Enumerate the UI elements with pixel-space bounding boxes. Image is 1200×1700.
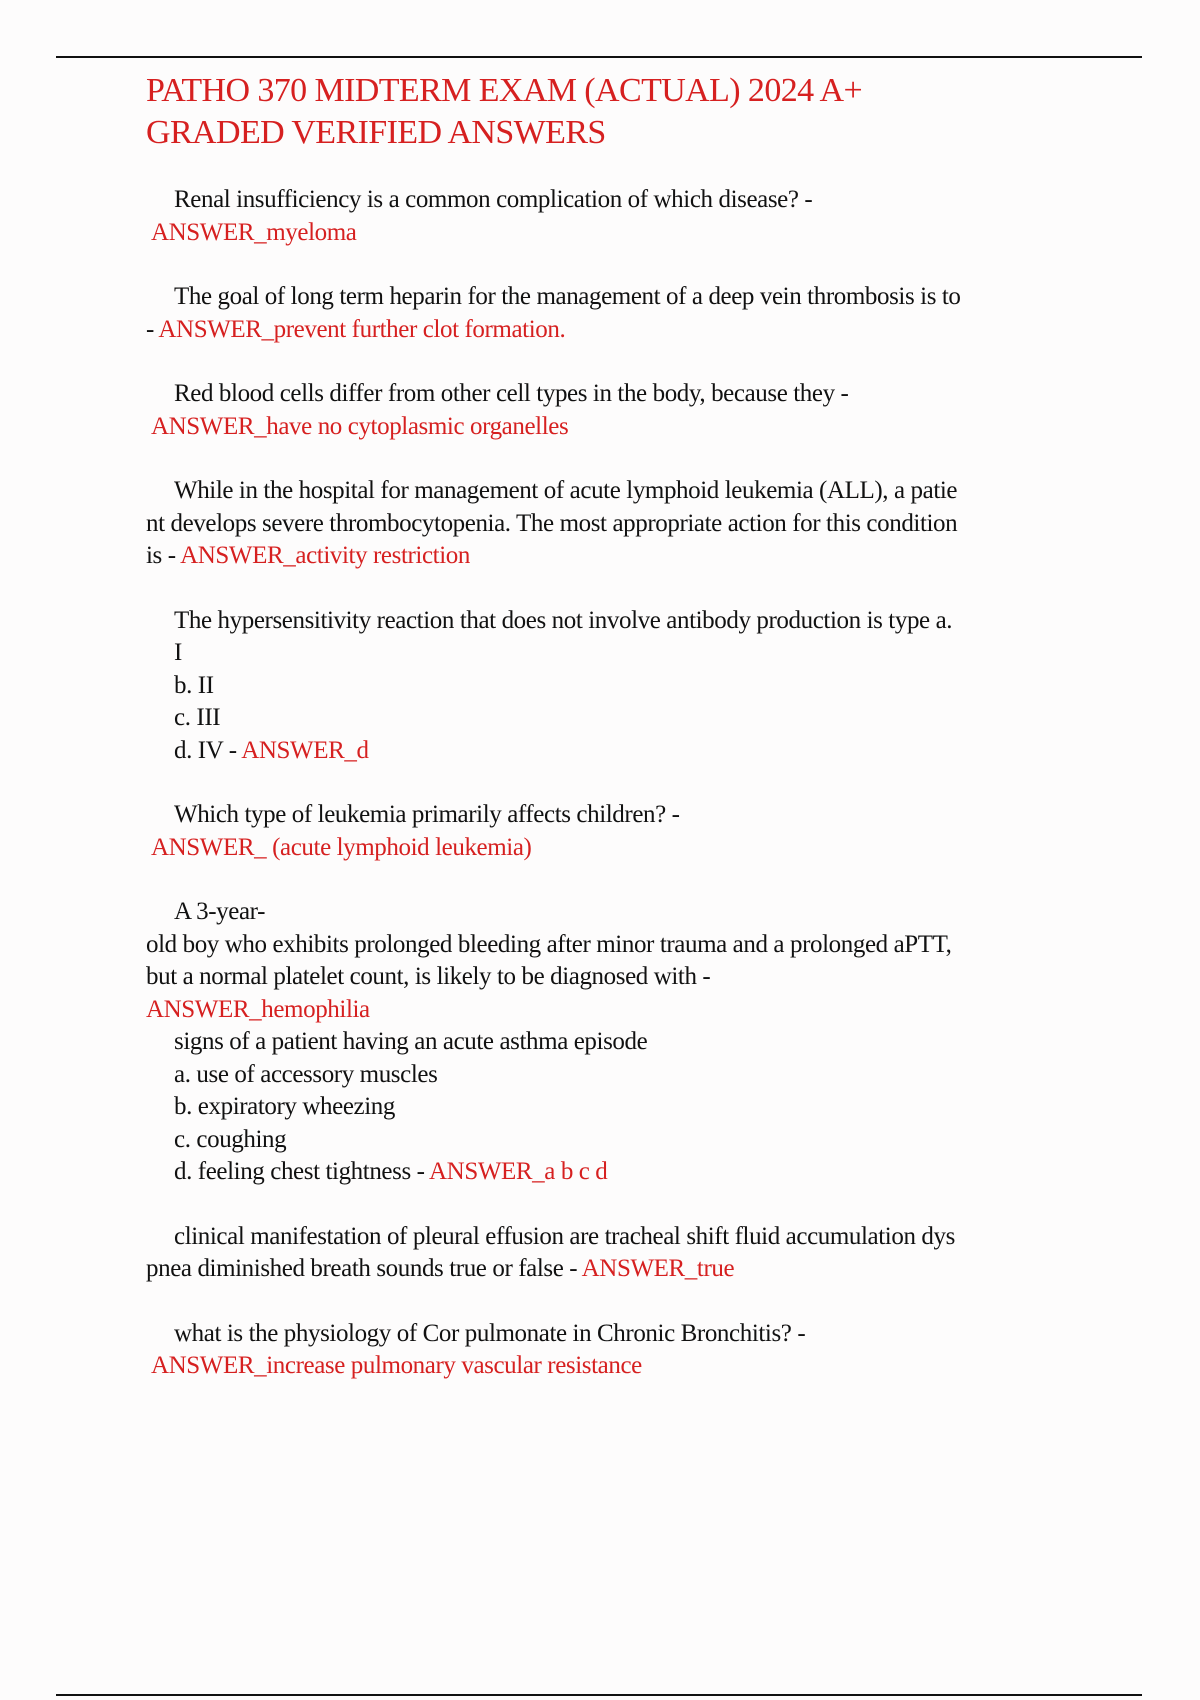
qa-item-1	[146, 184, 1086, 249]
option-b: b. II	[174, 671, 214, 699]
qa-item-10	[146, 1318, 1086, 1383]
question-text: what is the physiology of Cor pulmonate in Chronic Bronchitis? -	[174, 1319, 806, 1347]
bottom-rule	[56, 1694, 1142, 1696]
question-text-cont-2: but a normal platelet count, is likely to be diagnosed with -	[146, 963, 711, 990]
answer-text: ANSWER_ (acute lymphoid leukemia)	[151, 833, 532, 861]
qa-item-8	[146, 1026, 1086, 1189]
option-b: b. expiratory wheezing	[174, 1093, 395, 1120]
answer-text: ANSWER_hemophilia	[146, 995, 370, 1023]
question-text: The goal of long term heparin for the management of a deep vein thrombosis is to	[174, 283, 961, 310]
option-d-text: d. IV -	[174, 736, 242, 764]
qa-item-3	[146, 378, 1086, 443]
question-text: clinical manifestation of pleural effusion are tracheal shift fluid accumulation dys	[174, 1222, 955, 1250]
answer-prefix: -	[146, 315, 159, 343]
qa-item-9	[146, 1221, 1086, 1286]
question-text: signs of a patient having an acute asthma episode	[174, 1028, 648, 1055]
answer-text: ANSWER_activity restriction	[180, 542, 470, 569]
question-text: Renal insufficiency is a common complication of which disease? -	[174, 186, 813, 213]
top-rule	[56, 56, 1142, 58]
answer-text: ANSWER_have no cytoplasmic organelles	[151, 412, 569, 440]
option-c: c. III	[174, 704, 221, 731]
qa-item-6	[146, 799, 1086, 864]
qa-item-5	[146, 605, 1086, 768]
question-tail	[146, 540, 1086, 573]
question-text-cont: nt develops severe thrombocytopenia. The most appropriate action for this condition	[146, 509, 958, 537]
question-text: While in the hospital for management of acute lymphoid leukemia (ALL), a patie	[174, 477, 958, 504]
answer-text: ANSWER_a b c d	[429, 1158, 608, 1185]
qa-item-4	[146, 475, 1086, 573]
document-page	[146, 70, 1086, 1383]
option-a: a. use of accessory muscles	[174, 1060, 438, 1088]
question-text: The hypersensitivity reaction that does not involve antibody production is type a.	[174, 606, 953, 634]
option-c: c. coughing	[174, 1125, 287, 1153]
title-line-2: GRADED VERIFIED ANSWERS	[146, 114, 606, 151]
option-d	[146, 1156, 1086, 1189]
question-text-cont: old boy who exhibits prolonged bleeding after minor trauma and a prolonged aPTT,	[146, 930, 952, 958]
title-line-1: PATHO 370 MIDTERM EXAM (ACTUAL) 2024 A+	[146, 72, 863, 109]
question-tail	[146, 1253, 1086, 1286]
answer-text: ANSWER_myeloma	[151, 218, 357, 246]
answer-text: ANSWER_d	[241, 736, 369, 764]
question-text: A 3-year-	[174, 898, 265, 925]
answer-prefix: is -	[146, 542, 181, 569]
question-text-cont: pnea diminished breath sounds true or false -	[146, 1255, 582, 1282]
option-d-text: d. feeling chest tightness -	[174, 1158, 430, 1185]
option-a: I	[174, 639, 182, 666]
question-text: Red blood cells differ from other cell types in the body, because they -	[174, 380, 849, 407]
answer-text: ANSWER_prevent further clot formation.	[158, 315, 566, 343]
question-text: Which type of leukemia primarily affects children? -	[174, 801, 680, 828]
page-title	[146, 70, 1086, 154]
option-d	[146, 735, 1086, 768]
answer-text: ANSWER_increase pulmonary vascular resistance	[151, 1352, 642, 1379]
qa-item-7	[146, 896, 1086, 1026]
answer-text: ANSWER_true	[581, 1255, 735, 1282]
qa-item-2	[146, 281, 1086, 346]
question-tail	[146, 314, 1086, 347]
